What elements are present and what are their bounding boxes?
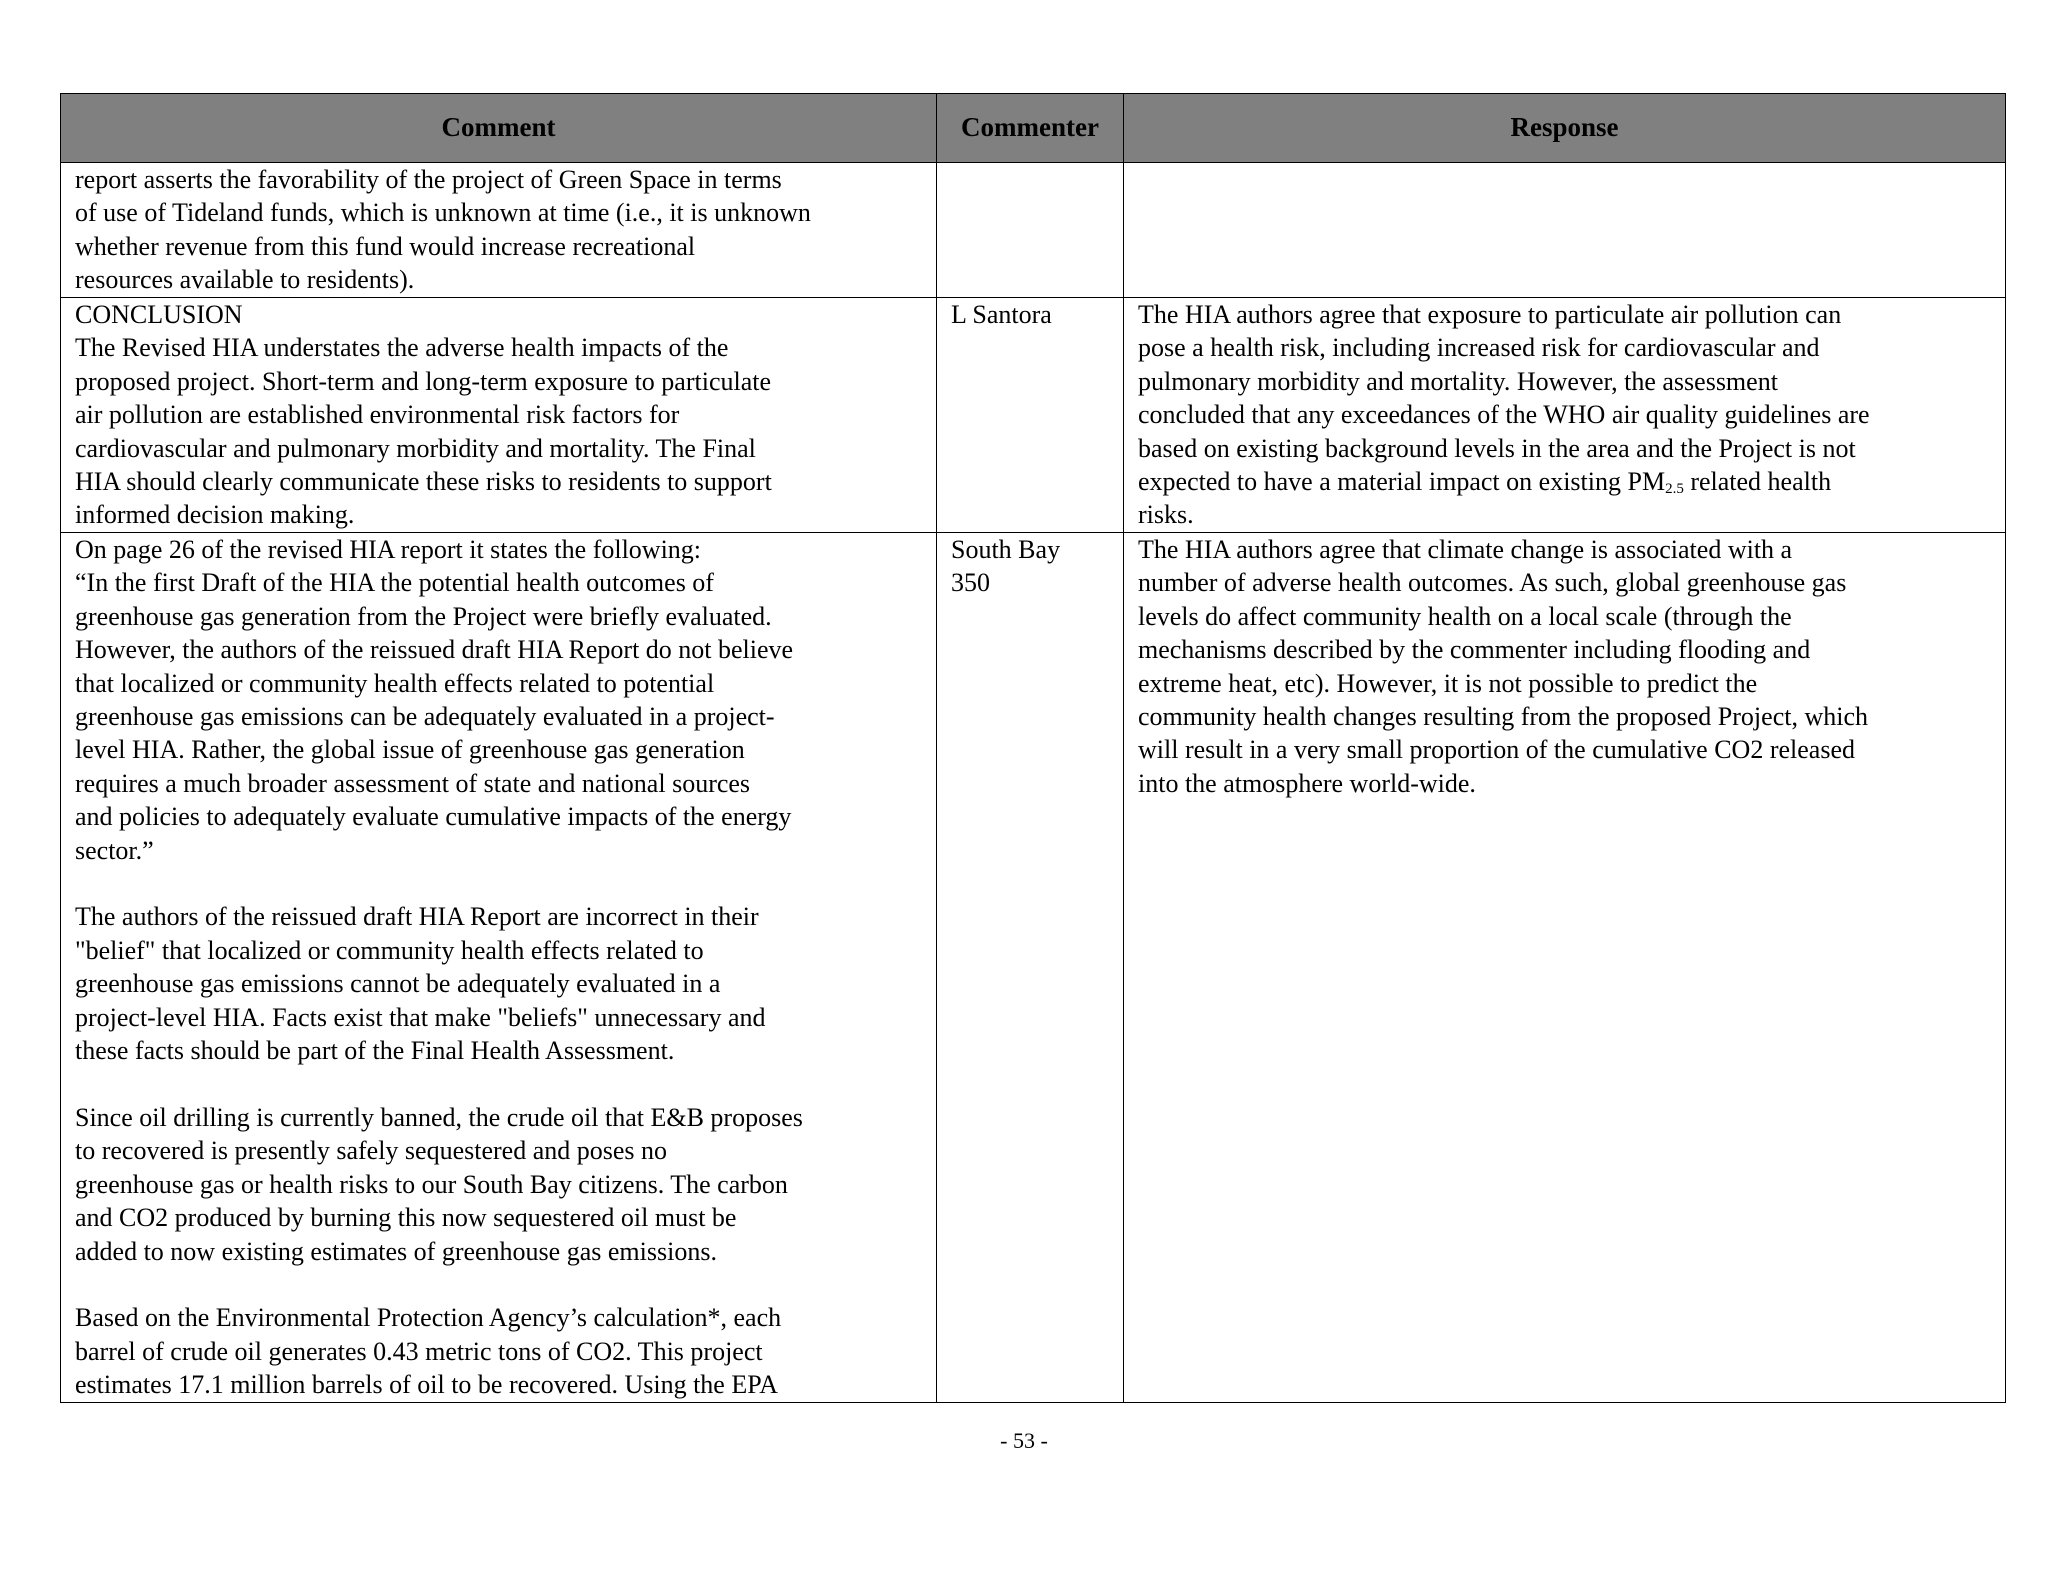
commenter-cell xyxy=(937,533,1124,1403)
comment-line: greenhouse gas generation from the Project were briefly evaluated. xyxy=(75,601,772,631)
paragraph-gap xyxy=(75,1268,924,1301)
commenter-cell: L Santora xyxy=(937,298,1124,533)
comment-line: HIA should clearly communicate these risks to residents to support xyxy=(75,467,772,497)
response-line: pose a health risk, including increased risk for cardiovascular and xyxy=(1138,333,1820,363)
comment-line: However, the authors of the reissued draft HIA Report do not believe xyxy=(75,635,794,665)
paragraph-gap xyxy=(75,867,924,900)
comment-line: On page 26 of the revised HIA report it states the following: xyxy=(75,535,702,564)
response-line: will result in a very small proportion of the cumulative CO2 released xyxy=(1138,735,1855,765)
response-line: into the atmosphere world-wide. xyxy=(1138,768,1476,798)
comment-line: resources available to residents). xyxy=(75,265,415,295)
response-line: based on existing background levels in the area and the Project is not xyxy=(1138,433,1856,463)
response-line: number of adverse health outcomes. As such, global greenhouse gas xyxy=(1138,568,1847,598)
comment-line: and policies to adequately evaluate cumulative impacts of the energy xyxy=(75,802,792,832)
response-cell xyxy=(1124,298,2006,533)
page-number: - 53 - xyxy=(1000,1428,1048,1453)
pm-text-before: expected to have a material impact on existing PM xyxy=(1138,467,1666,497)
response-line: community health changes resulting from the proposed Project, which xyxy=(1138,702,1868,732)
header-comment: Comment xyxy=(61,94,937,163)
response-cell xyxy=(1124,533,2006,1403)
comment-response-table xyxy=(60,93,2006,1403)
comment-line: of use of Tideland funds, which is unknown at time (i.e., it is unknown xyxy=(75,198,811,228)
header-commenter: Commenter xyxy=(937,94,1124,163)
comment-line: whether revenue from this fund would increase recreational xyxy=(75,231,696,261)
commenter-line: South Bay xyxy=(951,535,1061,564)
response-line: risks. xyxy=(1138,500,1194,530)
response-line: concluded that any exceedances of the WHO air quality guidelines are xyxy=(1138,400,1870,430)
response-line: mechanisms described by the commenter including flooding and xyxy=(1138,635,1811,665)
comment-line: added to now existing estimates of greenhouse gas emissions. xyxy=(75,1236,717,1266)
comment-line: level HIA. Rather, the global issue of greenhouse gas generation xyxy=(75,735,745,765)
response-line-pm25 xyxy=(1138,465,1993,498)
response-line: levels do affect community health on a local scale (through the xyxy=(1138,601,1792,631)
comment-cell xyxy=(61,163,937,298)
table-row xyxy=(61,533,2006,1403)
commenter-line: 350 xyxy=(951,568,990,598)
response-line: The HIA authors agree that exposure to particulate air pollution can xyxy=(1138,300,1842,329)
paragraph-gap xyxy=(75,1067,924,1100)
comment-line: project-level HIA. Facts exist that make "beliefs" unnecessary and xyxy=(75,1002,766,1032)
comment-line: barrel of crude oil generates 0.43 metric tons of CO2. This project xyxy=(75,1336,763,1366)
response-line: pulmonary morbidity and mortality. However, the assessment xyxy=(1138,366,1778,396)
comment-line: requires a much broader assessment of state and national sources xyxy=(75,768,751,798)
comment-line: greenhouse gas emissions can be adequately evaluated in a project- xyxy=(75,702,775,732)
comment-heading: CONCLUSION xyxy=(75,300,243,329)
response-line: The HIA authors agree that climate change is associated with a xyxy=(1138,535,1793,564)
comment-line: proposed project. Short-term and long-term exposure to particulate xyxy=(75,366,772,396)
table-header-row xyxy=(61,94,2006,163)
comment-line: and CO2 produced by burning this now sequestered oil must be xyxy=(75,1203,737,1233)
comment-cell xyxy=(61,298,937,533)
pm-subscript: 2.5 xyxy=(1665,481,1684,498)
comment-line: estimates 17.1 million barrels of oil to be recovered. Using the EPA xyxy=(75,1370,779,1400)
pm-text-after: related health xyxy=(1683,467,1832,497)
comment-line: informed decision making. xyxy=(75,500,355,530)
commenter-cell xyxy=(937,163,1124,298)
response-cell xyxy=(1124,163,2006,298)
comment-line: The authors of the reissued draft HIA Report are incorrect in their xyxy=(75,902,759,932)
comment-line: sector.” xyxy=(75,835,154,865)
comment-line: greenhouse gas or health risks to our South Bay citizens. The carbon xyxy=(75,1169,788,1199)
comment-line: Since oil drilling is currently banned, the crude oil that E&B proposes xyxy=(75,1102,803,1132)
response-line: extreme heat, etc). However, it is not possible to predict the xyxy=(1138,668,1758,698)
comment-line: "belief" that localized or community health effects related to xyxy=(75,935,704,965)
table-row xyxy=(61,298,2006,533)
table-row xyxy=(61,163,2006,298)
comment-line: that localized or community health effects related to potential xyxy=(75,668,715,698)
comment-line: “In the first Draft of the HIA the potential health outcomes of xyxy=(75,568,714,598)
comment-line: Based on the Environmental Protection Agency’s calculation*, each xyxy=(75,1303,782,1333)
comment-cell xyxy=(61,533,937,1403)
header-response: Response xyxy=(1124,94,2006,163)
comment-line: air pollution are established environmental risk factors for xyxy=(75,400,680,430)
comment-line: to recovered is presently safely sequestered and poses no xyxy=(75,1136,668,1166)
comment-line: cardiovascular and pulmonary morbidity and mortality. The Final xyxy=(75,433,756,463)
comment-line: report asserts the favorability of the project of Green Space in terms xyxy=(75,165,782,194)
comment-line: these facts should be part of the Final Health Assessment. xyxy=(75,1036,675,1066)
comment-line: greenhouse gas emissions cannot be adequately evaluated in a xyxy=(75,969,721,999)
comment-line: The Revised HIA understates the adverse health impacts of the xyxy=(75,333,729,363)
